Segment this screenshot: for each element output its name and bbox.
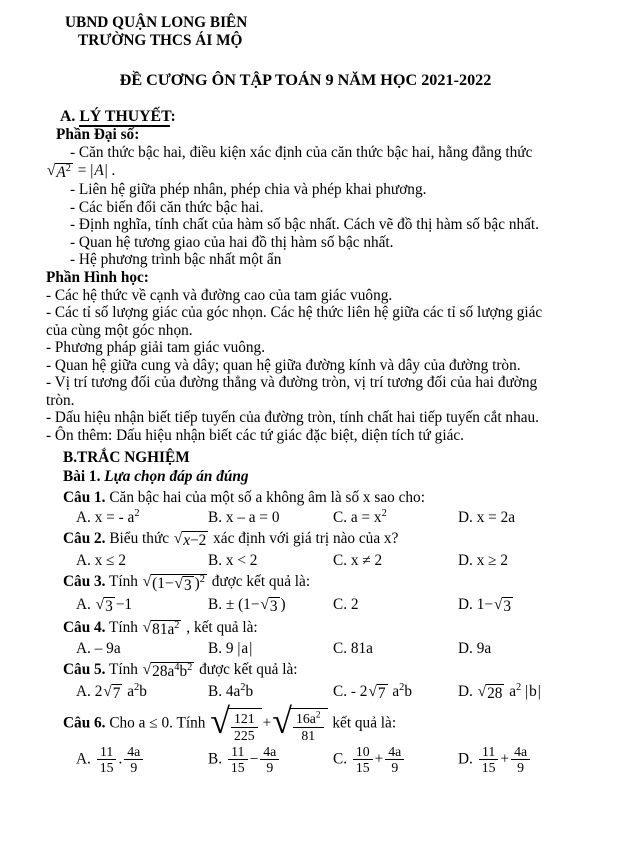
numerator — [124, 744, 143, 759]
question-label: Câu 4. — [63, 618, 106, 636]
answer-option-A — [76, 551, 208, 570]
text-run: - Căn thức bậc hai, điều kiện xác định của căn thức bậc hai, hằng đẳng thức — [70, 144, 533, 161]
text-run: Tính — [105, 618, 142, 636]
option-label: B. — [208, 640, 223, 658]
theory-line — [70, 216, 595, 234]
option-label: C. — [333, 596, 348, 614]
answer-option-B — [208, 595, 333, 616]
option-label: C. — [333, 551, 348, 569]
text-run: 11 — [231, 743, 245, 759]
text-run: 81 — [301, 727, 316, 743]
superscript: 2 — [240, 681, 246, 693]
sqrt-radical — [47, 163, 73, 182]
text-run: Cho a ≤ 0. Tính — [105, 714, 210, 732]
text-run: 3 — [183, 576, 192, 594]
text-run: 10 — [355, 743, 370, 759]
answer-option-D — [458, 595, 595, 616]
answer-option-C — [333, 595, 458, 616]
answer-option-C — [333, 508, 458, 527]
text-run — [222, 750, 226, 767]
text-run: ± (1− — [222, 596, 260, 614]
answer-option-D — [458, 551, 595, 570]
text-run — [91, 596, 95, 613]
answer-option-B — [208, 744, 333, 776]
text-run: b — [139, 682, 147, 700]
numerator — [479, 744, 499, 759]
text-run: được kết quả là: — [195, 661, 298, 679]
quiz-section — [63, 448, 595, 776]
fraction — [260, 744, 279, 776]
text-run: - Quan hệ giữa cung và dây; quan hệ giữa đường kính và dây của đường tròn. — [46, 356, 521, 374]
text-run: ) — [280, 596, 286, 614]
question-3 — [63, 573, 595, 616]
fraction — [479, 744, 499, 776]
text-run: 9 — [130, 760, 138, 776]
question-label: Câu 2. — [63, 530, 106, 548]
answer-option-A — [76, 508, 208, 527]
absolute-value — [90, 162, 107, 180]
option-label: D. — [458, 509, 473, 527]
radical-sign-icon: √ — [260, 596, 269, 614]
radicand — [104, 597, 115, 616]
theory-line — [46, 392, 595, 410]
absolute-value — [237, 639, 252, 658]
question-stem — [63, 619, 595, 639]
denominator — [124, 759, 143, 775]
sqrt-radical — [103, 684, 122, 703]
radical-sign-icon: √ — [95, 596, 105, 614]
document-title: ĐỀ CƯƠNG ÔN TẬP TOÁN 9 NĂM HỌC 2021-2022 — [119, 71, 492, 89]
option-label: B. — [208, 750, 223, 768]
denominator — [293, 727, 324, 743]
numerator — [97, 744, 117, 759]
superscript: 2 — [134, 681, 140, 693]
radicand — [183, 576, 194, 595]
fraction — [124, 744, 143, 776]
text-run — [473, 683, 477, 700]
theory-line — [70, 199, 595, 217]
radical-sign-icon: √ — [47, 161, 56, 179]
algebra-part-title: Phần Đại số: — [56, 126, 140, 143]
text-run: - Liên hệ giữa phép nhân, phép chia và phép khai phương. — [70, 181, 427, 199]
text-run: 16a — [295, 711, 316, 727]
sqrt-radical — [174, 531, 208, 550]
text-run: 9 — [266, 760, 274, 776]
text-run: ) — [194, 574, 200, 592]
text-run: 4a — [222, 682, 241, 700]
text-run: − — [249, 750, 259, 768]
text-run: 2 — [347, 596, 359, 614]
answer-option-C — [333, 682, 458, 703]
question-1 — [63, 489, 595, 527]
fraction — [385, 744, 404, 776]
text-run: 121 — [233, 711, 255, 727]
text-run: - Các tỉ số lượng giác của góc nhọn. Các hệ thức liên hệ giữa các tỉ số lượng giác — [46, 304, 543, 322]
algebra-theory-list — [46, 144, 595, 269]
sqrt-radical — [260, 597, 279, 616]
option-label: B. — [208, 596, 223, 614]
radical-sign-icon: √ — [142, 572, 152, 590]
radicand — [151, 574, 207, 595]
section-a-label: LÝ THUYẾT — [79, 108, 171, 125]
denominator — [385, 759, 404, 775]
text-run: - Quan hệ tương giao của hai đồ thị hàm số bậc nhất. — [70, 233, 394, 251]
answer-option-B — [208, 639, 333, 658]
text-run — [91, 750, 95, 767]
text-run: - Hệ phương trình bậc nhất một ẩn — [70, 251, 282, 269]
text-run: 9 — [517, 760, 525, 776]
answer-option-A — [76, 595, 208, 616]
text-run: 15 — [230, 760, 245, 776]
text-run: a — [123, 682, 135, 700]
superscript: 4 — [174, 661, 180, 673]
text-run: 11 — [99, 743, 114, 759]
text-run: 28a — [152, 663, 175, 681]
text-run: - Các biến đổi căn thức bậc hai. — [70, 198, 264, 216]
superscript: 2 — [174, 619, 180, 631]
option-label: C. — [333, 640, 348, 658]
text-run: 81a — [152, 620, 175, 638]
text-run: - Phương pháp giải tam giác vuông. — [46, 339, 266, 357]
radicand — [486, 684, 504, 703]
text-run: Căn bậc hai của một số a không âm là số x sao cho: — [105, 489, 425, 507]
option-label: D. — [458, 682, 473, 700]
question-list — [63, 489, 595, 776]
option-label: D. — [458, 551, 473, 569]
text-run: Tính — [105, 572, 142, 590]
question-4 — [63, 619, 595, 659]
numerator — [511, 744, 530, 759]
denominator — [97, 759, 117, 775]
numerator — [260, 744, 279, 759]
answer-option-A — [76, 682, 208, 703]
question-label: Câu 5. — [63, 661, 106, 679]
text-run: −1 — [115, 596, 133, 614]
radical-sign-icon: √ — [368, 682, 377, 700]
section-b-heading: B.TRẮC NGHIỆM — [63, 449, 190, 467]
option-label: A. — [76, 509, 91, 527]
text-run: - 2 — [347, 682, 368, 700]
section-a-suffix: : — [170, 108, 176, 125]
option-label: B. — [208, 509, 223, 527]
text-run: 4a — [388, 743, 402, 759]
text-run: a — [241, 640, 249, 658]
fraction — [228, 744, 248, 776]
text-run: = — [73, 161, 91, 179]
denominator — [511, 759, 530, 775]
text-run: - Ôn thêm: Dấu hiệu nhận biết các tứ giác đặc biệt, diện tích tứ giác. — [46, 426, 464, 444]
option-label: A. — [76, 551, 91, 569]
text-run — [473, 750, 477, 767]
text-run — [347, 750, 351, 767]
text-run: b — [245, 682, 254, 700]
answer-options-row — [76, 682, 595, 703]
theory-line — [46, 427, 595, 445]
question-5 — [63, 661, 595, 702]
sqrt-radical — [494, 597, 513, 616]
sqrt-radical — [143, 574, 207, 595]
answer-option-A — [76, 639, 208, 658]
option-label: A. — [76, 750, 91, 768]
numerator — [353, 744, 373, 759]
sqrt-radical — [210, 701, 261, 743]
numerator — [293, 711, 324, 726]
option-label: C. — [333, 750, 348, 768]
text-run: . — [118, 750, 123, 768]
section-a-prefix: A. — [60, 108, 80, 125]
text-run: 15 — [355, 760, 370, 776]
theory-line — [46, 339, 595, 357]
answer-options-row — [76, 744, 595, 776]
text-run: 9 — [222, 640, 238, 658]
theory-line — [70, 251, 595, 269]
theory-line — [46, 357, 595, 375]
answer-option-D — [458, 682, 595, 703]
sqrt-radical — [143, 620, 182, 639]
superscript: 2 — [399, 681, 405, 693]
theory-line — [46, 374, 595, 392]
text-run: xác định với giá trị nào của x? — [209, 530, 399, 548]
exercise-title: Lựa chọn đáp án đúng — [100, 468, 249, 486]
absolute-value — [525, 682, 541, 701]
fraction — [231, 711, 258, 743]
text-run: được kết quả là: — [207, 572, 311, 590]
sqrt-radical — [96, 597, 115, 616]
text-run: 225 — [233, 727, 255, 743]
question-label: Câu 1. — [63, 489, 106, 507]
radicand — [151, 662, 194, 681]
text-run: −2 — [190, 532, 207, 550]
radicand — [112, 684, 123, 703]
answer-option-B — [208, 508, 333, 527]
question-stem — [63, 489, 595, 507]
text-run: A — [94, 161, 104, 179]
option-label: A. — [76, 596, 91, 614]
text-run: 7 — [377, 684, 386, 702]
answer-options-row — [76, 639, 595, 658]
header-organization: UBND QUẬN LONG BIÊN — [65, 14, 248, 31]
option-label: D. — [458, 750, 473, 768]
option-label: D. — [458, 596, 473, 614]
text-run: . — [107, 161, 116, 179]
text-run: x – a = 0 — [222, 509, 280, 527]
answer-option-D — [458, 639, 595, 658]
answer-option-B — [208, 682, 333, 703]
text-run: x ≤ 2 — [90, 551, 127, 569]
fraction — [353, 744, 373, 776]
denominator — [228, 759, 248, 775]
text-run: 15 — [99, 760, 114, 776]
text-run: x = - a — [90, 509, 135, 527]
fraction — [97, 744, 117, 776]
text-run: A — [56, 163, 66, 181]
answer-option-B — [208, 551, 333, 570]
fraction — [511, 744, 530, 776]
text-run: 15 — [481, 760, 496, 776]
radical-sign-icon: √ — [477, 682, 487, 700]
section-a-heading — [60, 107, 595, 126]
radical-sign-icon: √ — [142, 618, 152, 636]
fraction — [293, 711, 324, 743]
numerator — [228, 744, 248, 759]
theory-line — [46, 287, 595, 305]
text-run: a — [505, 682, 517, 700]
theory-line — [46, 162, 595, 182]
answer-option-D — [458, 744, 595, 776]
text-run: , kết quả là: — [182, 618, 258, 636]
numerator — [231, 711, 258, 726]
text-run: (1− — [152, 574, 174, 592]
theory-line — [46, 304, 595, 322]
text-run: b — [529, 682, 537, 700]
text-run: x ≠ 2 — [347, 551, 383, 569]
answer-option-C — [333, 639, 458, 658]
radical-sign-icon: √ — [142, 661, 152, 679]
sqrt-radical — [272, 701, 327, 743]
radicand — [290, 708, 328, 743]
question-2 — [63, 530, 595, 570]
text-run: - Dấu hiệu nhận biết tiếp tuyến của đường tròn, tính chất hai tiếp tuyến cắt nhau. — [46, 409, 539, 427]
text-run: 3 — [105, 598, 113, 616]
text-run: – 9a — [90, 640, 121, 658]
header-school: TRƯỜNG THCS ÁI MỘ — [78, 32, 243, 49]
radical-sign-icon: √ — [272, 701, 292, 742]
option-label: D. — [458, 640, 473, 658]
radicand — [502, 597, 513, 616]
superscript: 2 — [315, 710, 321, 721]
superscript: 2 — [65, 162, 71, 174]
superscript: 2 — [199, 573, 205, 585]
text-run: + — [262, 714, 272, 732]
sqrt-radical — [143, 662, 195, 681]
theory-line — [70, 144, 595, 162]
option-label: A. — [76, 640, 91, 658]
answer-option-D — [458, 508, 595, 527]
exercise-heading — [63, 467, 595, 486]
text-run: 3 — [503, 598, 512, 616]
text-run: - Vị trí tương đối của đường thẳng và đường tròn, vị trí tương đối của hai đường — [46, 374, 538, 392]
exercise-label: Bài 1. — [63, 468, 101, 486]
text-run: b — [179, 663, 188, 681]
text-run: x = 2a — [472, 509, 516, 527]
option-label: B. — [208, 682, 223, 700]
text-run: - Định nghĩa, tính chất của hàm số bậc nhất. Cách vẽ đồ thị hàm số bậc nhất. — [70, 216, 539, 234]
text-run: 1− — [472, 596, 493, 614]
text-run: - Các hệ thức về cạnh và đường cao của tam giác vuông. — [46, 286, 393, 304]
text-run: 9 — [391, 760, 399, 776]
text-run: 28 — [487, 684, 503, 702]
radicand — [269, 597, 280, 616]
text-run: 4a — [127, 743, 141, 759]
text-run: Tính — [105, 661, 142, 679]
question-stem — [63, 661, 595, 681]
sqrt-radical — [478, 684, 505, 703]
radicand — [151, 620, 181, 639]
text-run: 11 — [481, 743, 496, 759]
option-label: B. — [208, 551, 223, 569]
radicand — [228, 708, 262, 743]
answer-option-C — [333, 744, 458, 776]
answer-options-row — [76, 595, 595, 616]
radicand — [377, 684, 388, 703]
text-run: 3 — [269, 598, 278, 616]
text-run: Biểu thức — [105, 530, 173, 548]
question-stem — [63, 701, 595, 743]
numerator — [385, 744, 404, 759]
geometry-theory-list — [46, 287, 595, 445]
superscript: 2 — [516, 681, 522, 693]
superscript: 2 — [187, 661, 193, 673]
radical-sign-icon: √ — [493, 596, 503, 614]
text-run: 7 — [112, 684, 121, 702]
sqrt-radical — [175, 576, 194, 595]
denominator — [231, 727, 258, 743]
question-stem — [63, 573, 595, 595]
answer-options-row — [76, 551, 595, 570]
text-run: + — [500, 750, 510, 768]
text-run: a = x — [347, 509, 382, 527]
question-label: Câu 6. — [63, 714, 106, 732]
question-label: Câu 3. — [63, 572, 106, 590]
text-run: x < 2 — [222, 551, 258, 569]
option-label: C. — [333, 682, 348, 700]
denominator — [353, 759, 373, 775]
radicand — [55, 163, 73, 182]
text-run: x — [183, 532, 191, 550]
text-run: 4a — [263, 743, 277, 759]
radical-sign-icon: √ — [210, 701, 230, 742]
radical-sign-icon: √ — [103, 682, 112, 700]
radical-sign-icon: √ — [173, 530, 183, 548]
text-run: kết quả là: — [328, 714, 397, 732]
text-run: + — [374, 750, 384, 768]
text-run: tròn. — [46, 391, 75, 409]
text-run: a — [388, 682, 400, 700]
denominator — [260, 759, 279, 775]
theory-line — [70, 234, 595, 252]
option-label: A. — [76, 682, 91, 700]
text-run: x ≥ 2 — [472, 551, 509, 569]
theory-line — [70, 181, 595, 199]
superscript: 2 — [134, 507, 140, 519]
denominator — [479, 759, 499, 775]
question-stem — [63, 530, 595, 550]
sqrt-radical — [368, 684, 387, 703]
answer-option-A — [76, 744, 208, 776]
text-run: 2 — [90, 682, 103, 700]
theory-line — [46, 409, 595, 427]
radicand — [182, 531, 208, 550]
superscript: 2 — [381, 507, 387, 519]
answer-options-row — [76, 508, 595, 527]
text-run: 81a — [347, 640, 373, 658]
answer-option-C — [333, 551, 458, 570]
theory-line — [46, 322, 595, 340]
text-run: b — [404, 682, 412, 700]
question-6 — [63, 701, 595, 776]
option-label: C. — [333, 509, 348, 527]
geometry-part-title: Phần Hình học: — [46, 268, 149, 286]
text-run: 4a — [514, 743, 528, 759]
radical-sign-icon: √ — [174, 574, 183, 592]
text-run: 9a — [472, 640, 492, 658]
text-run: của cùng một góc nhọn. — [46, 321, 193, 339]
